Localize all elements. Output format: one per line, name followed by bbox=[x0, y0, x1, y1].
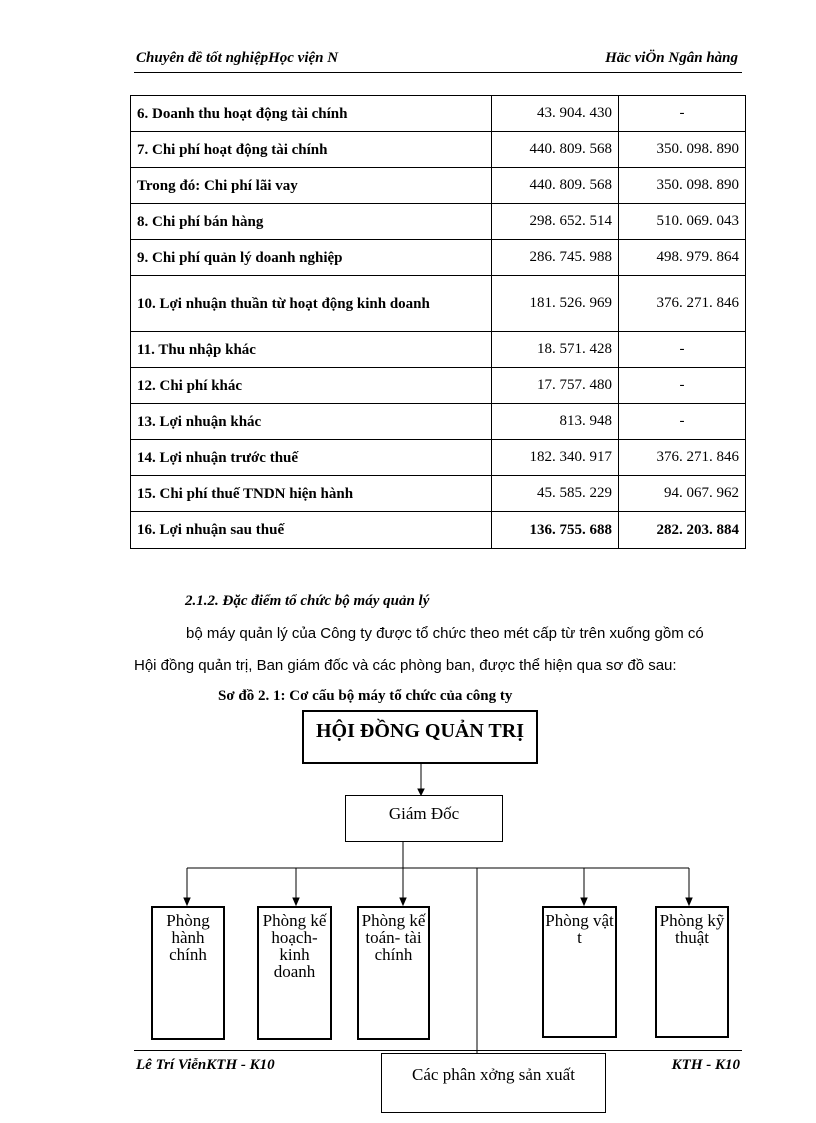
row-value-2: 350. 098. 890 bbox=[619, 132, 746, 168]
org-director-box: Giám Đốc bbox=[345, 795, 503, 842]
arrowhead bbox=[400, 898, 406, 905]
org-dept-finance-box: Phòng kế toán- tài chính bbox=[357, 906, 430, 1040]
diagram-title: Sơ đồ 2. 1: Cơ cấu bộ máy tổ chức của công ty bbox=[218, 688, 513, 704]
row-label: 16. Lợi nhuận sau thuế bbox=[131, 512, 492, 549]
row-label: 11. Thu nhập khác bbox=[131, 332, 492, 368]
paragraph-line-2: Hội đồng quản trị, Ban giám đốc và các phòng ban, được thể hiện qua sơ đồ sau: bbox=[134, 657, 677, 674]
row-label: 8. Chi phí bán hàng bbox=[131, 204, 492, 240]
header-left: Chuyên đề tốt nghiệpHọc viện N bbox=[136, 50, 339, 66]
row-label: 10. Lợi nhuận thuần từ hoạt động kinh doanh bbox=[131, 276, 492, 332]
row-value-1: 286. 745. 988 bbox=[492, 240, 619, 276]
paragraph-line-1: bộ máy quản lý của Công ty được tổ chức theo mét cấp từ trên xuống gồm có bbox=[186, 625, 704, 642]
arrowhead bbox=[581, 898, 587, 905]
header-right: Häc viÖn Ngân hàng bbox=[605, 50, 738, 66]
org-workshops-box: Các phân xởng sản xuất bbox=[381, 1053, 606, 1113]
row-value-2: 282. 203. 884 bbox=[619, 512, 746, 549]
footer-right: KTH - K10 bbox=[671, 1057, 740, 1073]
row-value-1: 136. 755. 688 bbox=[492, 512, 619, 549]
row-label: 13. Lợi nhuận khác bbox=[131, 404, 492, 440]
org-dept-materials-box: Phòng vật t bbox=[542, 906, 617, 1038]
row-value-1: 813. 948 bbox=[492, 404, 619, 440]
row-label: 12. Chi phí khác bbox=[131, 368, 492, 404]
arrowhead bbox=[686, 898, 692, 905]
row-label: Trong đó: Chi phí lãi vay bbox=[131, 168, 492, 204]
org-dept-planning-box: Phòng kế hoạch- kinh doanh bbox=[257, 906, 332, 1040]
section-title: 2.1.2. Đặc điểm tổ chức bộ máy quản lý bbox=[185, 593, 430, 609]
row-value-1: 181. 526. 969 bbox=[492, 276, 619, 332]
row-value-2: 376. 271. 846 bbox=[619, 276, 746, 332]
row-value-2: - bbox=[619, 404, 746, 440]
org-dept-technical-box: Phòng kỹ thuật bbox=[655, 906, 729, 1038]
row-label: 9. Chi phí quản lý doanh nghiệp bbox=[131, 240, 492, 276]
row-value-2: 510. 069. 043 bbox=[619, 204, 746, 240]
row-value-2: 376. 271. 846 bbox=[619, 440, 746, 476]
row-value-1: 45. 585. 229 bbox=[492, 476, 619, 512]
row-value-1: 43. 904. 430 bbox=[492, 96, 619, 132]
row-value-1: 18. 571. 428 bbox=[492, 332, 619, 368]
row-label: 7. Chi phí hoạt động tài chính bbox=[131, 132, 492, 168]
row-label: 15. Chi phí thuế TNDN hiện hành bbox=[131, 476, 492, 512]
row-value-2: - bbox=[619, 332, 746, 368]
org-dept-admin-box: Phòng hành chính bbox=[151, 906, 225, 1040]
row-label: 14. Lợi nhuận trước thuế bbox=[131, 440, 492, 476]
row-value-2: 498. 979. 864 bbox=[619, 240, 746, 276]
row-value-2: 94. 067. 962 bbox=[619, 476, 746, 512]
footer-left: Lê Trí ViễnKTH - K10 bbox=[136, 1057, 275, 1073]
org-board-box: HỘI ĐỒNG QUẢN TRỊ bbox=[302, 710, 538, 764]
row-value-2: - bbox=[619, 368, 746, 404]
row-value-2: - bbox=[619, 96, 746, 132]
row-value-1: 440. 809. 568 bbox=[492, 168, 619, 204]
row-value-2: 350. 098. 890 bbox=[619, 168, 746, 204]
row-value-1: 182. 340. 917 bbox=[492, 440, 619, 476]
row-value-1: 440. 809. 568 bbox=[492, 132, 619, 168]
arrowhead bbox=[184, 898, 190, 905]
arrowhead bbox=[293, 898, 299, 905]
row-value-1: 17. 757. 480 bbox=[492, 368, 619, 404]
row-value-1: 298. 652. 514 bbox=[492, 204, 619, 240]
row-label: 6. Doanh thu hoạt động tài chính bbox=[131, 96, 492, 132]
